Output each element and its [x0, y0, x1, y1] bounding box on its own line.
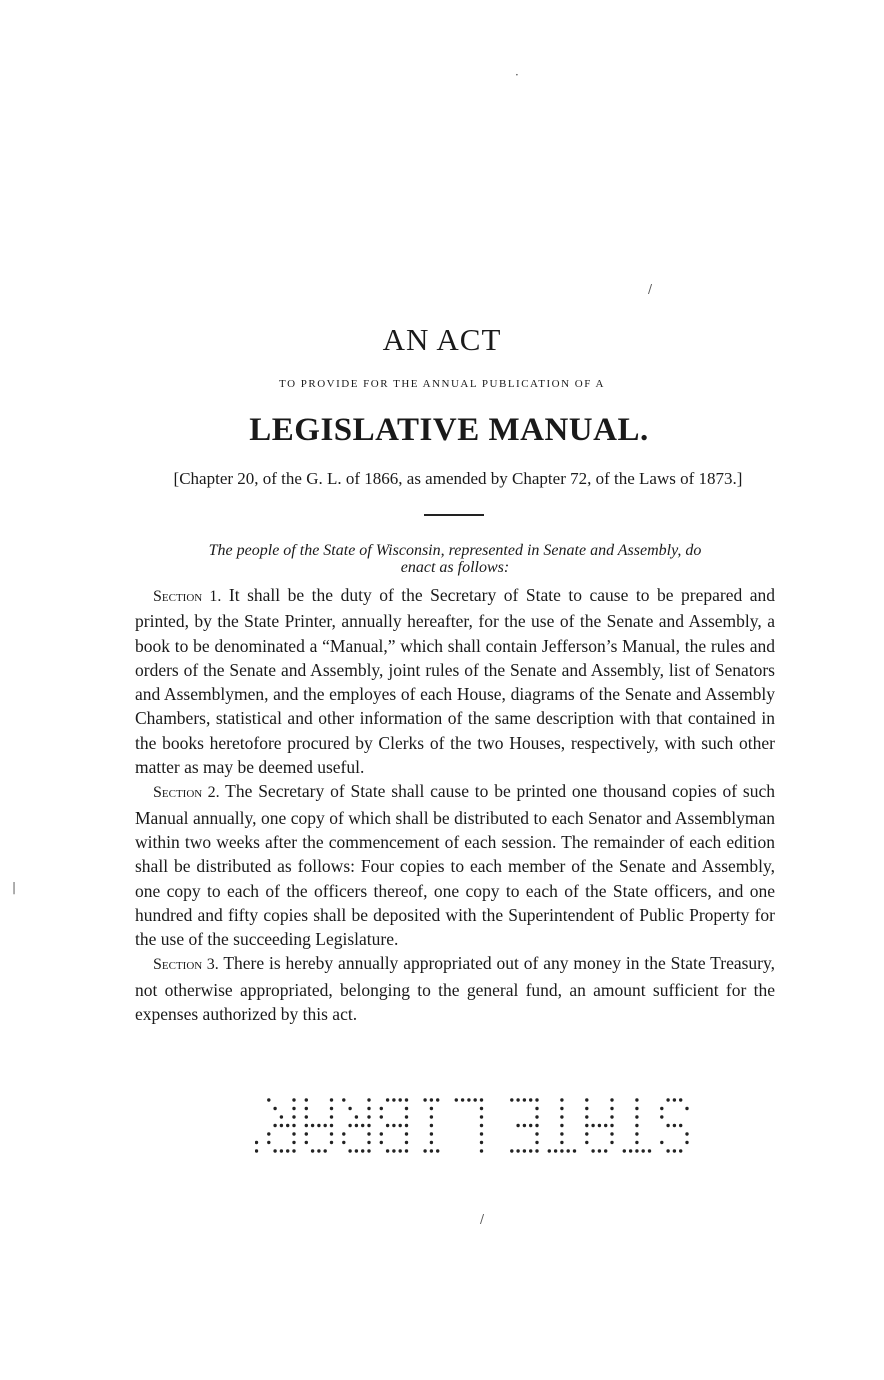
perforation-dot — [610, 1098, 613, 1101]
perforation-dot — [392, 1149, 395, 1152]
perforation-dot — [342, 1098, 345, 1101]
perforation-dot — [355, 1149, 358, 1152]
perforation-dot — [560, 1098, 563, 1101]
perforation-dot — [635, 1124, 638, 1127]
perforation-dot — [286, 1149, 289, 1152]
perforation-dot — [679, 1124, 682, 1127]
perforation-dot — [317, 1124, 320, 1127]
page-speck: · — [515, 68, 519, 82]
perforation-dot — [585, 1141, 588, 1144]
perforation-dot — [436, 1098, 439, 1101]
perforation-dot — [305, 1098, 308, 1101]
perforation-dots-icon — [255, 1092, 695, 1162]
perforation-dot — [685, 1132, 688, 1135]
perforation-dot — [480, 1098, 483, 1101]
perforation-dot — [529, 1149, 532, 1152]
perforation-dot — [405, 1149, 408, 1152]
perforation-dot — [585, 1124, 588, 1127]
perforation-dot — [405, 1115, 408, 1118]
perforation-dot — [280, 1124, 283, 1127]
perforation-dot — [380, 1115, 383, 1118]
perforation-dot — [255, 1141, 258, 1144]
perforation-dot — [480, 1124, 483, 1127]
perforation-dot — [430, 1124, 433, 1127]
perforation-dot — [311, 1124, 314, 1127]
perforation-dot — [367, 1107, 370, 1110]
perforation-dot — [267, 1141, 270, 1144]
enacting-clause-line1: The people of the State of Wisconsin, represented in Senate and Assembly, do — [208, 542, 702, 559]
act-body — [135, 583, 775, 1026]
perforation-dot — [292, 1098, 295, 1101]
perforation-dot — [467, 1098, 470, 1101]
perforation-dot — [455, 1098, 458, 1101]
enacting-clause — [135, 542, 775, 576]
perforation-dot — [510, 1149, 513, 1152]
perforation-dot — [292, 1141, 295, 1144]
perforation-dot — [255, 1149, 258, 1152]
perforation-dot — [573, 1149, 576, 1152]
chapter-note: [Chapter 20, of the G. L. of 1866, as amended by Chapter 72, of the Laws of 1873.] — [173, 469, 743, 488]
perforation-dot — [273, 1107, 276, 1110]
page-speck: / — [648, 282, 653, 296]
perforation-dot — [324, 1124, 327, 1127]
perforation-dot — [324, 1149, 327, 1152]
perforation-dot — [598, 1149, 601, 1152]
perforation-dot — [330, 1132, 333, 1135]
perforation-dot — [629, 1149, 632, 1152]
perforation-dot — [355, 1124, 358, 1127]
perforation-dot — [292, 1124, 295, 1127]
perforation-dot — [348, 1107, 351, 1110]
perforation-dot — [348, 1149, 351, 1152]
perforation-dot — [280, 1115, 283, 1118]
perforation-dot — [535, 1149, 538, 1152]
perforation-dot — [548, 1149, 551, 1152]
perforation-dot — [679, 1098, 682, 1101]
perforation-dot — [635, 1107, 638, 1110]
section-3-label: Section 3. — [153, 956, 219, 974]
perforation-dot — [510, 1098, 513, 1101]
perforation-dot — [280, 1149, 283, 1152]
perforation-dot — [591, 1149, 594, 1152]
perforation-dot — [666, 1124, 669, 1127]
perforation-dot — [399, 1149, 402, 1152]
perforation-dot — [330, 1107, 333, 1110]
perforation-dot — [535, 1141, 538, 1144]
page-speck: | — [12, 880, 17, 894]
perforation-dot — [560, 1149, 563, 1152]
perforation-dot — [480, 1141, 483, 1144]
section-2 — [135, 779, 775, 951]
perforation-dot — [560, 1107, 563, 1110]
perforation-dot — [292, 1115, 295, 1118]
perforation-dot — [480, 1107, 483, 1110]
perforation-dot — [474, 1098, 477, 1101]
perforation-dot — [399, 1098, 402, 1101]
perforation-dot — [604, 1124, 607, 1127]
section-3 — [135, 951, 775, 1026]
section-1 — [135, 583, 775, 779]
perforation-dot — [367, 1141, 370, 1144]
perforation-dot — [380, 1132, 383, 1135]
perforation-dot — [461, 1098, 464, 1101]
perforation-dot — [535, 1115, 538, 1118]
perforation-dot — [405, 1124, 408, 1127]
enacting-clause-line2: enact as follows: — [400, 559, 510, 576]
perforation-dot — [585, 1132, 588, 1135]
perforation-dot — [267, 1132, 270, 1135]
perforation-dot — [648, 1149, 651, 1152]
perforation-dot — [610, 1107, 613, 1110]
perforation-dot — [660, 1141, 663, 1144]
perforation-dot — [292, 1107, 295, 1110]
section-1-text: It shall be the duty of the Secretary of State to cause to be prepared and printed, by the State Printer, annually hereafter, for the use of the Senate and Assembly, a book to be denominated a “Manual,” which shall contain Jefferson’s Manual, the rules and orders of the Senate and Assembly, joint rules of the Senate and Assembly, list of Senators and Assemblymen, and the employes of each House, diagrams of the Senate and Assembly Chambers, statistical and other information of the same description with that contained in the books heretofore procured by Clerks of the two Houses, respectively, with such other matter as may be deemed useful. — [135, 585, 775, 778]
perforation-dot — [405, 1107, 408, 1110]
perforation-dot — [610, 1132, 613, 1135]
perforation-dot — [610, 1141, 613, 1144]
perforation-dot — [623, 1149, 626, 1152]
perforation-dot — [480, 1115, 483, 1118]
perforation-dot — [480, 1149, 483, 1152]
perforation-dot — [292, 1149, 295, 1152]
perforation-dot — [330, 1098, 333, 1101]
perforation-dot — [635, 1141, 638, 1144]
perforation-dot — [436, 1149, 439, 1152]
perforation-dot — [386, 1149, 389, 1152]
perforation-dot — [516, 1149, 519, 1152]
perforation-dot — [604, 1149, 607, 1152]
perforation-dot — [367, 1098, 370, 1101]
perforation-dot — [305, 1124, 308, 1127]
perforation-dot — [380, 1141, 383, 1144]
perforation-dot — [523, 1098, 526, 1101]
perforation-dot — [642, 1149, 645, 1152]
perforation-dot — [311, 1149, 314, 1152]
section-1-label: Section 1. — [153, 588, 222, 605]
perforation-dot — [523, 1124, 526, 1127]
perforation-dot — [430, 1141, 433, 1144]
perforation-dot — [480, 1132, 483, 1135]
perforation-dot — [405, 1132, 408, 1135]
perforation-dot — [342, 1141, 345, 1144]
perforation-dot — [367, 1149, 370, 1152]
library-perforation-stamp — [255, 1092, 695, 1162]
perforation-dot — [405, 1141, 408, 1144]
perforation-dot — [567, 1149, 570, 1152]
perforation-dot — [666, 1098, 669, 1101]
section-2-text: The Secretary of State shall cause to be printed one thousand copies of such Manual annually, one copy of which shall be distributed to each Senator and Assemblyman within two weeks after the commencement of each session. The remainder of each edition shall be distributed as follows: Four copies to each member of the Senate and Assembly, one copy to each of the officers thereof, one copy to each of the State officers, and one hundred and fifty copies shall be deposited with the Superintendent of Public Property for the use of the succeeding Legislature. — [135, 781, 775, 950]
perforation-dot — [273, 1124, 276, 1127]
perforation-dot — [292, 1132, 295, 1135]
perforation-dot — [660, 1115, 663, 1118]
perforation-dot — [392, 1124, 395, 1127]
perforation-dot — [386, 1098, 389, 1101]
perforation-dot — [535, 1107, 538, 1110]
perforation-dot — [610, 1124, 613, 1127]
perforation-dot — [673, 1098, 676, 1101]
perforation-dot — [560, 1132, 563, 1135]
section-2-label: Section 2. — [153, 784, 220, 802]
perforation-dot — [380, 1107, 383, 1110]
perforation-dot — [598, 1124, 601, 1127]
perforation-dot — [685, 1141, 688, 1144]
perforation-dot — [367, 1132, 370, 1135]
perforation-dot — [635, 1098, 638, 1101]
perforation-dot — [591, 1124, 594, 1127]
perforation-dot — [585, 1098, 588, 1101]
perforation-dot — [585, 1107, 588, 1110]
perforation-dot — [405, 1098, 408, 1101]
perforation-dot — [535, 1098, 538, 1101]
perforation-dot — [267, 1098, 270, 1101]
perforation-dot — [554, 1149, 557, 1152]
perforation-dot — [529, 1098, 532, 1101]
perforation-dot — [535, 1132, 538, 1135]
perforation-dot — [635, 1132, 638, 1135]
perforation-dot — [610, 1115, 613, 1118]
perforation-dot — [305, 1141, 308, 1144]
manual-title: LEGISLATIVE MANUAL. — [249, 412, 649, 448]
perforation-dot — [305, 1107, 308, 1110]
perforation-dot — [423, 1098, 426, 1101]
perforation-dot — [361, 1149, 364, 1152]
perforation-dot — [585, 1115, 588, 1118]
perforation-dot — [386, 1124, 389, 1127]
perforation-dot — [430, 1098, 433, 1101]
perforation-dot — [523, 1149, 526, 1152]
perforation-dot — [361, 1124, 364, 1127]
page-speck: / — [480, 1212, 485, 1226]
perforation-dot — [535, 1124, 538, 1127]
perforation-dot — [516, 1124, 519, 1127]
perforation-dot — [685, 1107, 688, 1110]
perforation-dot — [560, 1141, 563, 1144]
perforation-dot — [560, 1115, 563, 1118]
perforation-dot — [330, 1124, 333, 1127]
perforation-dot — [367, 1115, 370, 1118]
perforation-dot — [679, 1149, 682, 1152]
perforation-dot — [529, 1124, 532, 1127]
perforation-dot — [430, 1149, 433, 1152]
perforation-dot — [673, 1149, 676, 1152]
perforation-dot — [430, 1107, 433, 1110]
perforation-dot — [560, 1124, 563, 1127]
perforation-dot — [355, 1115, 358, 1118]
perforation-dot — [392, 1098, 395, 1101]
perforation-dot — [305, 1115, 308, 1118]
perforation-dot — [367, 1124, 370, 1127]
perforation-dot — [673, 1124, 676, 1127]
section-3-text: There is hereby annually appropriated out of any money in the State Treasury, not otherwise appropriated, belonging to the general fund, an amount sufficient for the expenses authorized by this act. — [135, 953, 775, 1025]
perforation-dot — [305, 1132, 308, 1135]
perforation-dot — [342, 1132, 345, 1135]
perforation-dot — [273, 1149, 276, 1152]
act-subtitle: TO PROVIDE FOR THE ANNUAL PUBLICATION OF A — [279, 378, 605, 390]
perforation-dot — [516, 1098, 519, 1101]
perforation-dot — [348, 1124, 351, 1127]
perforation-dot — [660, 1107, 663, 1110]
perforation-dot — [330, 1141, 333, 1144]
perforation-dot — [317, 1149, 320, 1152]
perforation-dot — [423, 1149, 426, 1152]
act-title: AN ACT — [382, 322, 502, 357]
perforation-dot — [286, 1124, 289, 1127]
perforation-dot — [330, 1115, 333, 1118]
perforation-dot — [399, 1124, 402, 1127]
section-divider — [424, 514, 484, 516]
perforation-dot — [666, 1149, 669, 1152]
perforation-dot — [430, 1115, 433, 1118]
perforation-dot — [635, 1115, 638, 1118]
perforation-dot — [430, 1132, 433, 1135]
perforation-dot — [635, 1149, 638, 1152]
